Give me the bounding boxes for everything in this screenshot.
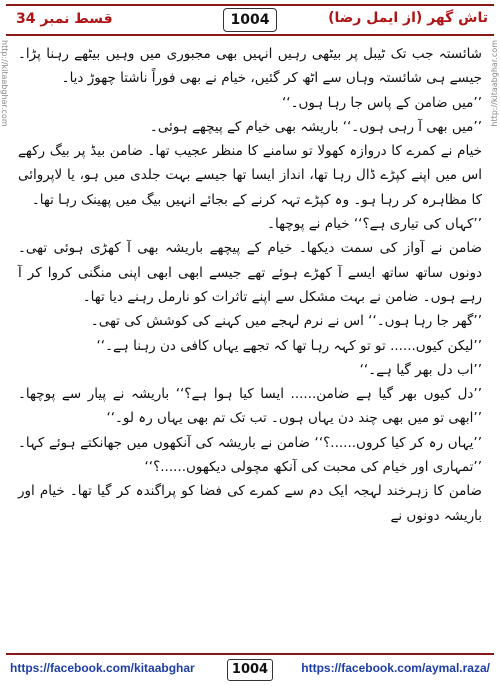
side-watermark-text: http://kitaabghar.com: [490, 40, 499, 127]
paragraph: ’’یہاں رہ کر کیا کروں......؟‘‘ ضامن نے باریشہ کی آنکھوں میں جھانکتے ہوئے کہا۔ ’’تمہاری اور خیام کی محبت کی آنکھ مچولی دیکھوں......؟‘‘: [18, 434, 482, 476]
footer-link-kitaabghar[interactable]: https://facebook.com/kitaabghar: [10, 661, 195, 675]
top-border: [6, 4, 494, 6]
title-text: تاش گھر: [427, 10, 488, 26]
header-rule: [6, 34, 494, 36]
footer-rule: [6, 653, 494, 655]
paragraph: ’’میں ضامن کے پاس جا رہا ہوں۔‘‘: [282, 94, 482, 111]
paragraph: ’’اب دل بھر گیا ہے۔‘‘: [359, 361, 482, 378]
paragraph: ’’کہاں کی تیاری ہے؟‘‘ خیام نے پوچھا۔: [267, 216, 482, 233]
side-watermark-text: http://kitaabghar.com: [0, 40, 9, 127]
paragraph: شائستہ جب تک ٹیبل پر بیٹھی رہیں انہیں بھی مجبوری میں وہیں بیٹھے رہنا پڑا۔ جیسے ہی شائستہ وہاں سے اٹھ کر گئیں، خیام نے بھی فوراً ناشتا چھوڑ دیا۔: [18, 46, 482, 87]
paragraph: ’’لیکن کیوں...... تو تو کہہ رہا تھا کہ تجھے یہاں کافی دن رہنا ہے۔‘‘: [96, 337, 482, 354]
side-watermark-left: [0, 40, 10, 646]
episode-label: قسط نمبر 34: [16, 11, 113, 27]
paragraph: ضامن کا زہرخند لہجہ ایک دم سے کمرے کی فضا کو پراگندہ کر گیا تھا۔ خیام اور باریشہ دونوں نے: [18, 483, 482, 524]
header-page-number: 1004: [223, 8, 277, 32]
footer-page-number: 1004: [227, 659, 273, 681]
novel-title: [328, 10, 488, 26]
body-text: [18, 42, 482, 528]
paragraph: ’’گھر جا رہا ہوں۔‘‘ اس نے نرم لہجے میں کہنے کی کوشش کی تھی۔: [90, 313, 482, 330]
footer-link-author[interactable]: https://facebook.com/aymal.raza/: [301, 661, 490, 675]
paragraph: ضامن نے آواز کی سمت دیکھا۔ خیام کے پیچھے باریشہ بھی آ کھڑی ہوئی تھی۔ دونوں ساتھ ساتھ ایسے آ کھڑے ہوئے تھے جیسے ابھی ابھی اپنی منگنی کروا کر آ رہے ہوں۔ ضامن نے بہت مشکل سے اپنے تاثرات کو نارمل رہنے دیا تھا۔: [18, 240, 482, 305]
side-watermark-right: [490, 40, 500, 646]
author-text: (از ایمل رضا): [328, 10, 423, 26]
paragraph: خیام نے کمرے کا دروازہ کھولا تو سامنے کا منظر عجیب تھا۔ ضامن بیڈ پر بیگ رکھے اس میں اپنے کپڑے ڈال رہا تھا، انداز ایسا تھا جیسے بہت جلدی میں ہو، یا لاپروائی کا مظاہرہ کر رہا ہو۔ وہ کپڑے تہہ کرنے کے بجائے انہیں بیگ میں پھینک رہا تھا۔: [18, 143, 482, 208]
paragraph: ’’میں بھی آ رہی ہوں۔‘‘ باریشہ بھی خیام کے پیچھے ہوئی۔: [149, 118, 482, 135]
page-header: [6, 8, 494, 32]
paragraph: ’’دل کیوں بھر گیا ہے ضامن...... ایسا کیا ہوا ہے؟‘‘ باریشہ نے پیار سے پوچھا۔ ’’ابھی تو میں بھی چند دن یہاں ہوں۔ تب تک تم بھی یہاں رہ لو۔‘‘: [18, 386, 482, 427]
page-footer: [6, 657, 494, 681]
